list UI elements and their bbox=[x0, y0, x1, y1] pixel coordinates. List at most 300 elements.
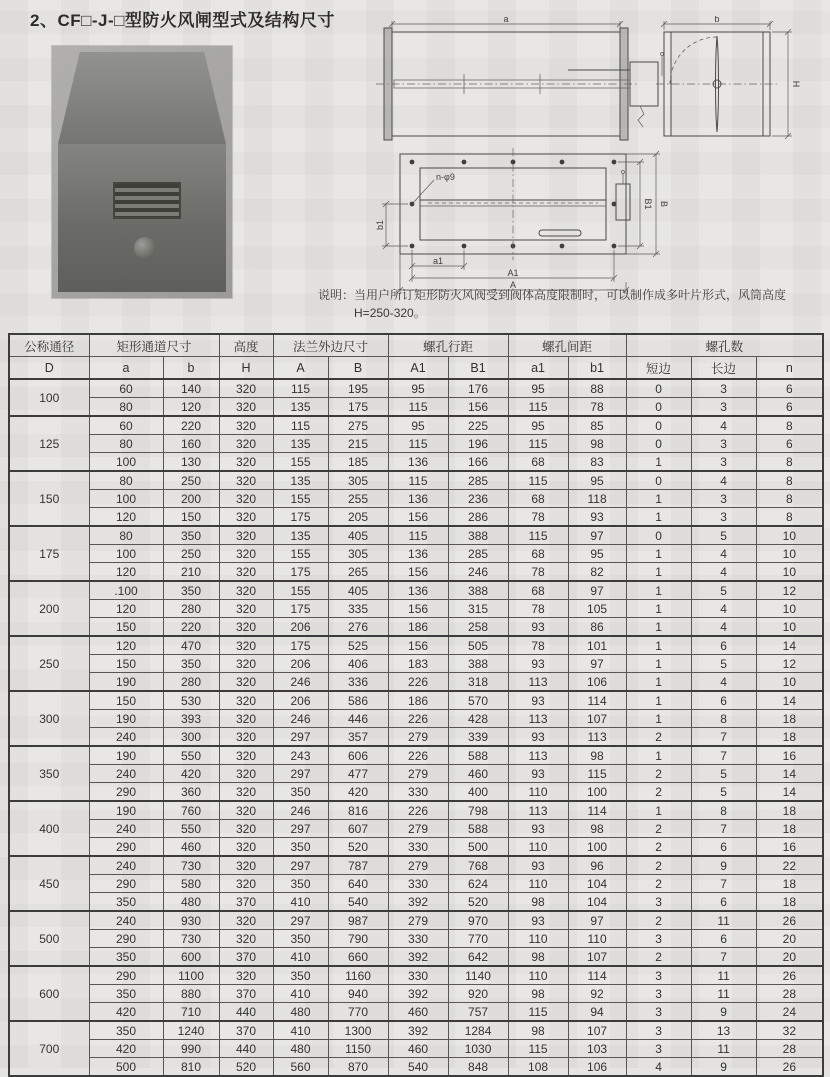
value-cell: 1240 bbox=[163, 1021, 219, 1040]
value-cell: 8 bbox=[691, 710, 756, 728]
value-cell: 86 bbox=[568, 618, 626, 637]
table-row bbox=[9, 783, 823, 802]
photo-damper-body bbox=[58, 144, 226, 292]
value-cell: 6 bbox=[756, 379, 823, 398]
value-cell: 2 bbox=[626, 838, 691, 857]
value-cell: 410 bbox=[273, 893, 328, 912]
value-cell: 215 bbox=[328, 435, 388, 453]
value-cell: 505 bbox=[448, 636, 508, 655]
value-cell: 7 bbox=[691, 948, 756, 967]
value-cell: 115 bbox=[273, 379, 328, 398]
value-cell: 115 bbox=[508, 1003, 568, 1022]
value-cell: 80 bbox=[89, 398, 163, 417]
value-cell: 320 bbox=[219, 746, 273, 765]
value-cell: 22 bbox=[756, 856, 823, 875]
value-cell: 18 bbox=[756, 820, 823, 838]
value-cell: 320 bbox=[219, 856, 273, 875]
value-cell: 80 bbox=[89, 435, 163, 453]
table-row bbox=[9, 765, 823, 783]
table-body bbox=[9, 379, 823, 1076]
value-cell: 320 bbox=[219, 691, 273, 710]
value-cell: 520 bbox=[328, 838, 388, 857]
value-cell: 0 bbox=[626, 379, 691, 398]
dim-label-b: b bbox=[714, 16, 720, 24]
value-cell: 113 bbox=[508, 746, 568, 765]
value-cell: 460 bbox=[388, 1003, 448, 1022]
value-cell: 195 bbox=[328, 379, 388, 398]
value-cell: 1 bbox=[626, 600, 691, 618]
value-cell: 258 bbox=[448, 618, 508, 637]
value-cell: 120 bbox=[89, 508, 163, 527]
value-cell: 1 bbox=[626, 453, 691, 472]
value-cell: 880 bbox=[163, 985, 219, 1003]
value-cell: 350 bbox=[273, 875, 328, 893]
value-cell: 320 bbox=[219, 490, 273, 508]
value-cell: 330 bbox=[388, 875, 448, 893]
value-cell: 760 bbox=[163, 801, 219, 820]
table-row bbox=[9, 416, 823, 435]
value-cell: 166 bbox=[448, 453, 508, 472]
value-cell: 100 bbox=[568, 783, 626, 802]
value-cell: 320 bbox=[219, 545, 273, 563]
value-cell: 350 bbox=[89, 893, 163, 912]
value-cell: 183 bbox=[388, 655, 448, 673]
table-row bbox=[9, 673, 823, 692]
value-cell: 405 bbox=[328, 581, 388, 600]
value-cell: 330 bbox=[388, 930, 448, 948]
value-cell: 1 bbox=[626, 636, 691, 655]
value-cell: 320 bbox=[219, 636, 273, 655]
table-row bbox=[9, 618, 823, 637]
value-cell: 156 bbox=[448, 398, 508, 417]
subheader-a1: a1 bbox=[508, 357, 568, 380]
value-cell: 246 bbox=[273, 710, 328, 728]
value-cell: 0 bbox=[626, 471, 691, 490]
value-cell: 83 bbox=[568, 453, 626, 472]
side-dimension-b bbox=[661, 16, 773, 30]
value-cell: 330 bbox=[388, 783, 448, 802]
value-cell: 1 bbox=[626, 508, 691, 527]
value-cell: 176 bbox=[448, 379, 508, 398]
value-cell: 68 bbox=[508, 545, 568, 563]
value-cell: 95 bbox=[388, 379, 448, 398]
value-cell: 297 bbox=[273, 911, 328, 930]
value-cell: 350 bbox=[273, 966, 328, 985]
table-row bbox=[9, 545, 823, 563]
value-cell: 392 bbox=[388, 985, 448, 1003]
value-cell: 870 bbox=[328, 1058, 388, 1077]
value-cell: 113 bbox=[568, 728, 626, 747]
value-cell: 95 bbox=[508, 379, 568, 398]
value-cell: 28 bbox=[756, 985, 823, 1003]
value-cell: 13 bbox=[691, 1021, 756, 1040]
value-cell: 400 bbox=[448, 783, 508, 802]
value-cell: 135 bbox=[273, 398, 328, 417]
value-cell: 20 bbox=[756, 930, 823, 948]
diameter-cell: 600 bbox=[9, 966, 89, 1021]
value-cell: 196 bbox=[448, 435, 508, 453]
value-cell: 190 bbox=[89, 673, 163, 692]
value-cell: 120 bbox=[163, 398, 219, 417]
value-cell: 350 bbox=[89, 985, 163, 1003]
value-cell: 2 bbox=[626, 911, 691, 930]
value-cell: 540 bbox=[328, 893, 388, 912]
value-cell: 3 bbox=[626, 893, 691, 912]
value-cell: 16 bbox=[756, 838, 823, 857]
value-cell: 205 bbox=[328, 508, 388, 527]
value-cell: 1 bbox=[626, 581, 691, 600]
table-row bbox=[9, 1003, 823, 1022]
value-cell: 525 bbox=[328, 636, 388, 655]
value-cell: 1030 bbox=[448, 1040, 508, 1058]
value-cell: 606 bbox=[328, 746, 388, 765]
value-cell: 810 bbox=[163, 1058, 219, 1077]
value-cell: 350 bbox=[89, 948, 163, 967]
value-cell: 115 bbox=[508, 435, 568, 453]
value-cell: 110 bbox=[508, 930, 568, 948]
value-cell: 7 bbox=[691, 728, 756, 747]
value-cell: 11 bbox=[691, 966, 756, 985]
value-cell: 9 bbox=[691, 1003, 756, 1022]
value-cell: 60 bbox=[89, 416, 163, 435]
photo-grille bbox=[113, 182, 181, 219]
value-cell: 206 bbox=[273, 618, 328, 637]
value-cell: 7 bbox=[691, 820, 756, 838]
value-cell: 477 bbox=[328, 765, 388, 783]
value-cell: 10 bbox=[756, 563, 823, 582]
value-cell: 9 bbox=[691, 1058, 756, 1077]
value-cell: 10 bbox=[756, 545, 823, 563]
value-cell: 320 bbox=[219, 875, 273, 893]
value-cell: 6 bbox=[756, 435, 823, 453]
value-cell: 26 bbox=[756, 966, 823, 985]
value-cell: 580 bbox=[163, 875, 219, 893]
value-cell: 113 bbox=[508, 801, 568, 820]
value-cell: 3 bbox=[691, 379, 756, 398]
value-cell: 28 bbox=[756, 1040, 823, 1058]
value-cell: 8 bbox=[756, 416, 823, 435]
table-row bbox=[9, 820, 823, 838]
value-cell: 136 bbox=[388, 581, 448, 600]
value-cell: 85 bbox=[568, 416, 626, 435]
value-cell: 305 bbox=[328, 545, 388, 563]
value-cell: 588 bbox=[448, 746, 508, 765]
value-cell: 460 bbox=[448, 765, 508, 783]
value-cell: 93 bbox=[508, 655, 568, 673]
value-cell: 300 bbox=[163, 728, 219, 747]
subheader-A: A bbox=[273, 357, 328, 380]
subheader-H: H bbox=[219, 357, 273, 380]
drawing-flange-view bbox=[372, 146, 672, 296]
value-cell: 480 bbox=[273, 1003, 328, 1022]
value-cell: 114 bbox=[568, 691, 626, 710]
table-row bbox=[9, 691, 823, 710]
value-cell: 156 bbox=[388, 636, 448, 655]
value-cell: 2 bbox=[626, 783, 691, 802]
value-cell: 120 bbox=[89, 636, 163, 655]
value-cell: 290 bbox=[89, 875, 163, 893]
value-cell: 392 bbox=[388, 1021, 448, 1040]
dimension-B1 bbox=[618, 159, 653, 249]
value-cell: 297 bbox=[273, 856, 328, 875]
value-cell: 640 bbox=[328, 875, 388, 893]
value-cell: 140 bbox=[163, 379, 219, 398]
value-cell: 280 bbox=[163, 673, 219, 692]
value-cell: 320 bbox=[219, 581, 273, 600]
value-cell: 360 bbox=[163, 783, 219, 802]
page-title: 2、CF□-J-□型防火风闸型式及结构尺寸 bbox=[30, 11, 335, 30]
value-cell: 11 bbox=[691, 911, 756, 930]
value-cell: 320 bbox=[219, 379, 273, 398]
diameter-cell: 100 bbox=[9, 379, 89, 416]
dim-label-b1: b1 bbox=[375, 219, 385, 231]
value-cell: 98 bbox=[508, 893, 568, 912]
value-cell: 286 bbox=[448, 508, 508, 527]
value-cell: 388 bbox=[448, 526, 508, 545]
value-cell: 0 bbox=[626, 416, 691, 435]
value-cell: 80 bbox=[89, 526, 163, 545]
dim-label-A1: A1 bbox=[507, 268, 519, 278]
value-cell: 848 bbox=[448, 1058, 508, 1077]
value-cell: 150 bbox=[89, 655, 163, 673]
value-cell: 190 bbox=[89, 710, 163, 728]
dim-label-B1: B1 bbox=[643, 198, 653, 210]
value-cell: 78 bbox=[568, 398, 626, 417]
value-cell: 770 bbox=[448, 930, 508, 948]
value-cell: 4 bbox=[691, 471, 756, 490]
value-cell: 320 bbox=[219, 765, 273, 783]
value-cell: 210 bbox=[163, 563, 219, 582]
value-cell: 136 bbox=[388, 490, 448, 508]
diameter-cell: 175 bbox=[9, 526, 89, 581]
value-cell: 2 bbox=[626, 948, 691, 967]
value-cell: 5 bbox=[691, 526, 756, 545]
table-row bbox=[9, 379, 823, 398]
value-cell: 1 bbox=[626, 655, 691, 673]
value-cell: 185 bbox=[328, 453, 388, 472]
value-cell: 6 bbox=[691, 930, 756, 948]
value-cell: 350 bbox=[163, 581, 219, 600]
dimension-b1 bbox=[375, 201, 408, 249]
value-cell: 93 bbox=[508, 911, 568, 930]
value-cell: 920 bbox=[448, 985, 508, 1003]
value-cell: 155 bbox=[273, 453, 328, 472]
subheader-short-side: 短边 bbox=[626, 357, 691, 380]
diameter-cell: 200 bbox=[9, 581, 89, 636]
value-cell: 97 bbox=[568, 526, 626, 545]
value-cell: 1 bbox=[626, 563, 691, 582]
value-cell: 1 bbox=[626, 490, 691, 508]
value-cell: 660 bbox=[328, 948, 388, 967]
value-cell: 14 bbox=[756, 765, 823, 783]
value-cell: 350 bbox=[273, 838, 328, 857]
value-cell: 285 bbox=[448, 471, 508, 490]
table-row bbox=[9, 435, 823, 453]
header-sub-row bbox=[9, 357, 823, 380]
value-cell: 550 bbox=[163, 820, 219, 838]
value-cell: 297 bbox=[273, 765, 328, 783]
value-cell: 18 bbox=[756, 710, 823, 728]
value-cell: 82 bbox=[568, 563, 626, 582]
value-cell: 330 bbox=[388, 966, 448, 985]
value-cell: 68 bbox=[508, 490, 568, 508]
value-cell: 279 bbox=[388, 820, 448, 838]
value-cell: 990 bbox=[163, 1040, 219, 1058]
value-cell: 320 bbox=[219, 911, 273, 930]
value-cell: 320 bbox=[219, 783, 273, 802]
value-cell: 236 bbox=[448, 490, 508, 508]
value-cell: 570 bbox=[448, 691, 508, 710]
value-cell: 156 bbox=[388, 508, 448, 527]
value-cell: 279 bbox=[388, 765, 448, 783]
value-cell: 225 bbox=[448, 416, 508, 435]
value-cell: 110 bbox=[508, 783, 568, 802]
value-cell: 3 bbox=[626, 1040, 691, 1058]
value-cell: 175 bbox=[328, 398, 388, 417]
value-cell: 97 bbox=[568, 655, 626, 673]
blade-swing-arc bbox=[670, 37, 717, 84]
value-cell: 2 bbox=[626, 728, 691, 747]
value-cell: 315 bbox=[448, 600, 508, 618]
value-cell: 240 bbox=[89, 765, 163, 783]
value-cell: 405 bbox=[328, 526, 388, 545]
value-cell: 290 bbox=[89, 838, 163, 857]
value-cell: 114 bbox=[568, 801, 626, 820]
value-cell: 290 bbox=[89, 783, 163, 802]
table-row bbox=[9, 728, 823, 747]
value-cell: 8 bbox=[756, 453, 823, 472]
value-cell: 93 bbox=[508, 618, 568, 637]
value-cell: 2 bbox=[626, 856, 691, 875]
value-cell: 600 bbox=[163, 948, 219, 967]
drawing-side-view bbox=[648, 16, 808, 146]
value-cell: 410 bbox=[273, 948, 328, 967]
diameter-cell: 150 bbox=[9, 471, 89, 526]
product-photo bbox=[52, 46, 232, 298]
note bbox=[318, 286, 810, 322]
value-cell: 226 bbox=[388, 801, 448, 820]
value-cell: 3 bbox=[691, 398, 756, 417]
value-cell: 6 bbox=[691, 893, 756, 912]
value-cell: 250 bbox=[163, 545, 219, 563]
dim-label-B: B bbox=[659, 200, 669, 208]
dim-label-H: H bbox=[791, 80, 801, 88]
value-cell: 98 bbox=[508, 985, 568, 1003]
value-cell: 406 bbox=[328, 655, 388, 673]
value-cell: 279 bbox=[388, 856, 448, 875]
value-cell: 88 bbox=[568, 379, 626, 398]
table-row bbox=[9, 746, 823, 765]
value-cell: 12 bbox=[756, 655, 823, 673]
diameter-cell: 300 bbox=[9, 691, 89, 746]
diameter-cell: 700 bbox=[9, 1021, 89, 1076]
value-cell: 280 bbox=[163, 600, 219, 618]
value-cell: 98 bbox=[568, 435, 626, 453]
value-cell: 388 bbox=[448, 581, 508, 600]
value-cell: 320 bbox=[219, 966, 273, 985]
value-cell: 97 bbox=[568, 911, 626, 930]
value-cell: 320 bbox=[219, 508, 273, 527]
value-cell: 98 bbox=[568, 820, 626, 838]
value-cell: 96 bbox=[568, 856, 626, 875]
value-cell: 113 bbox=[508, 710, 568, 728]
value-cell: 446 bbox=[328, 710, 388, 728]
value-cell: 115 bbox=[568, 765, 626, 783]
value-cell: 335 bbox=[328, 600, 388, 618]
value-cell: 730 bbox=[163, 856, 219, 875]
dim-label-a1: a1 bbox=[432, 256, 444, 266]
value-cell: 110 bbox=[508, 875, 568, 893]
front-dimension-a bbox=[389, 16, 623, 30]
value-cell: 1150 bbox=[328, 1040, 388, 1058]
header-group-row bbox=[9, 334, 823, 357]
value-cell: 78 bbox=[508, 563, 568, 582]
value-cell: 500 bbox=[448, 838, 508, 857]
value-cell: 240 bbox=[89, 856, 163, 875]
value-cell: 114 bbox=[568, 966, 626, 985]
holes-label: n-φ9 bbox=[436, 172, 455, 182]
diameter-cell: 450 bbox=[9, 856, 89, 911]
value-cell: 4 bbox=[691, 600, 756, 618]
value-cell: 987 bbox=[328, 911, 388, 930]
value-cell: 8 bbox=[756, 471, 823, 490]
value-cell: 3 bbox=[691, 508, 756, 527]
value-cell: 420 bbox=[328, 783, 388, 802]
table-header bbox=[9, 334, 823, 379]
value-cell: 100 bbox=[89, 490, 163, 508]
value-cell: 130 bbox=[163, 453, 219, 472]
value-cell: 98 bbox=[508, 948, 568, 967]
value-cell: 320 bbox=[219, 398, 273, 417]
value-cell: 4 bbox=[691, 618, 756, 637]
value-cell: 350 bbox=[163, 526, 219, 545]
header-hole-row-pitch: 螺孔行距 bbox=[388, 334, 508, 357]
value-cell: 226 bbox=[388, 746, 448, 765]
photo-damper-lid bbox=[58, 52, 226, 144]
value-cell: 290 bbox=[89, 930, 163, 948]
value-cell: 206 bbox=[273, 655, 328, 673]
table-row bbox=[9, 930, 823, 948]
subheader-D: D bbox=[9, 357, 89, 380]
value-cell: 550 bbox=[163, 746, 219, 765]
value-cell: 320 bbox=[219, 820, 273, 838]
value-cell: 5 bbox=[691, 765, 756, 783]
value-cell: 10 bbox=[756, 618, 823, 637]
value-cell: 186 bbox=[388, 691, 448, 710]
fusible-link bbox=[638, 106, 644, 127]
value-cell: 3 bbox=[626, 985, 691, 1003]
value-cell: 155 bbox=[273, 545, 328, 563]
value-cell: 105 bbox=[568, 600, 626, 618]
value-cell: 80 bbox=[89, 471, 163, 490]
value-cell: 586 bbox=[328, 691, 388, 710]
value-cell: 500 bbox=[89, 1058, 163, 1077]
value-cell: 255 bbox=[328, 490, 388, 508]
value-cell: 18 bbox=[756, 801, 823, 820]
value-cell: 175 bbox=[273, 508, 328, 527]
value-cell: 93 bbox=[508, 856, 568, 875]
value-cell: 1160 bbox=[328, 966, 388, 985]
value-cell: 107 bbox=[568, 948, 626, 967]
value-cell: 150 bbox=[89, 691, 163, 710]
value-cell: 26 bbox=[756, 1058, 823, 1077]
value-cell: 120 bbox=[89, 600, 163, 618]
value-cell: 320 bbox=[219, 655, 273, 673]
value-cell: 186 bbox=[388, 618, 448, 637]
value-cell: 540 bbox=[388, 1058, 448, 1077]
value-cell: 3 bbox=[691, 435, 756, 453]
value-cell: 110 bbox=[508, 838, 568, 857]
